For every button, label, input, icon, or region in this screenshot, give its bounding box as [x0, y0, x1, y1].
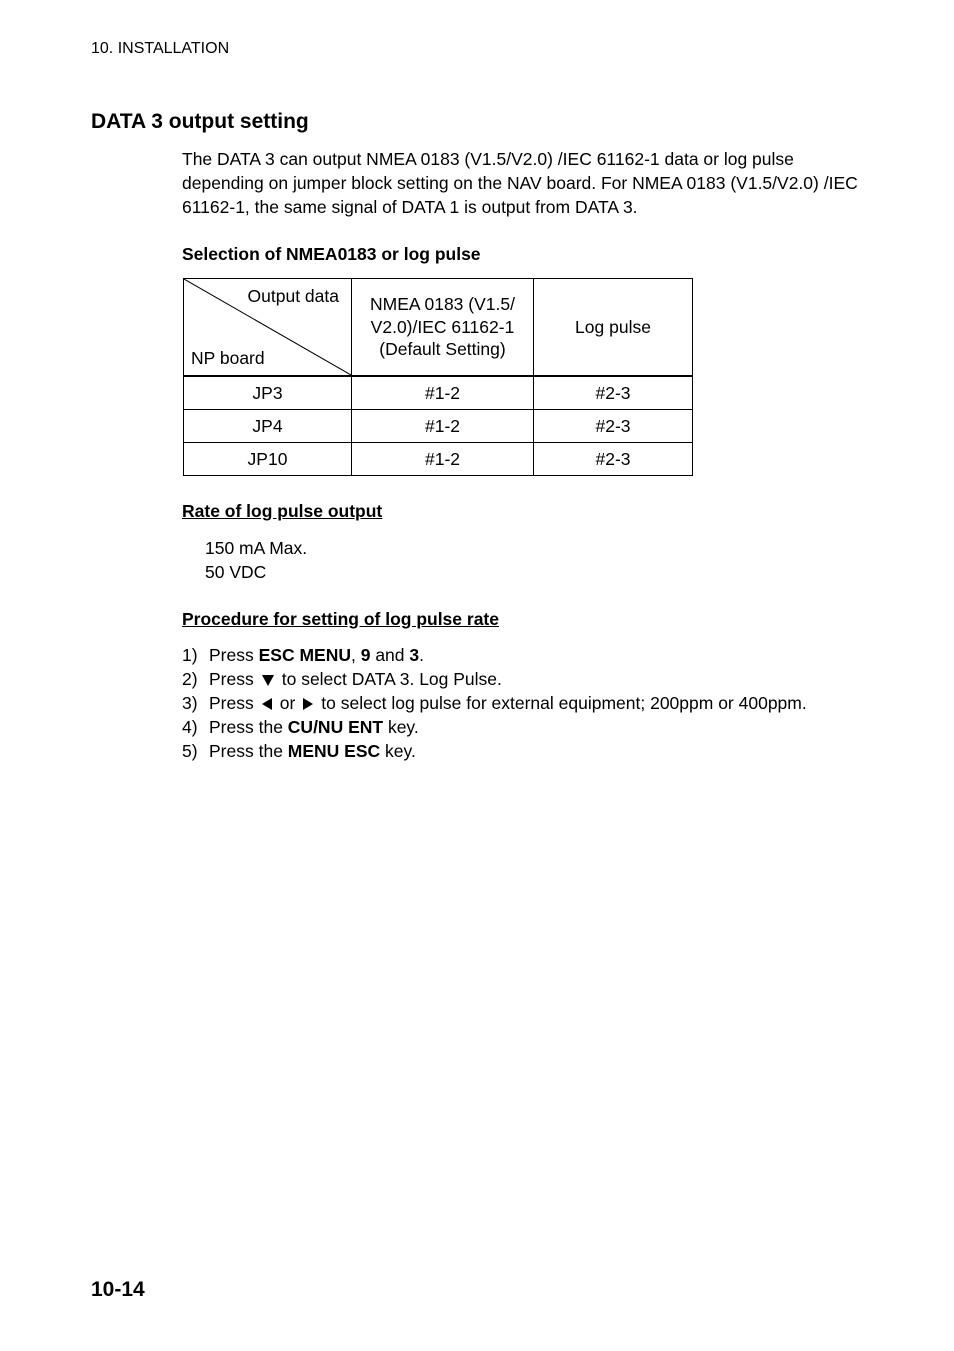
step-5: 5) Press the MENU ESC key.: [182, 741, 416, 761]
nmea-cell: #1-2: [352, 443, 534, 476]
key-menu-esc: MENU ESC: [287, 741, 381, 761]
running-header: 10. INSTALLATION: [91, 40, 230, 57]
nmea-cell: #1-2: [352, 410, 534, 443]
table-row: [184, 376, 693, 410]
key-esc-menu: ESC MENU: [258, 645, 351, 665]
step-4: 4) Press the CU/NU ENT key.: [182, 717, 419, 737]
key-9: 9: [360, 645, 371, 665]
nmea-cell: #1-2: [352, 376, 534, 410]
log-cell: #2-3: [534, 376, 693, 410]
procedure-steps: [182, 643, 822, 763]
board-cell: JP4: [184, 410, 352, 443]
section-title: DATA 3 output setting: [91, 110, 309, 133]
jumper-table: [183, 278, 693, 476]
page-number: 10-14: [91, 1278, 145, 1301]
step-2: 2) Press to select DATA 3. Log Pulse.: [182, 669, 502, 689]
key-cu-nu-ent: CU/NU ENT: [287, 717, 384, 737]
right-triangle-icon: [303, 698, 313, 710]
key-3: 3: [409, 645, 420, 665]
nmea-column-header: NMEA 0183 (V1.5/ V2.0)/IEC 61162-1 (Default Setting): [352, 279, 534, 377]
procedure-title: Procedure for setting of log pulse rate: [182, 609, 499, 629]
output-data-label: Output data: [247, 286, 339, 306]
left-triangle-icon: [262, 698, 272, 710]
rate-values: [205, 536, 307, 584]
log-pulse-column-header: Log pulse: [534, 279, 693, 377]
board-cell: JP10: [184, 443, 352, 476]
rate-current: 150 mA Max.: [205, 538, 308, 558]
np-board-label: NP board: [191, 348, 265, 368]
intro-paragraph: The DATA 3 can output NMEA 0183 (V1.5/V2.0) /IEC 61162-1 data or log pulse depending on jumper block setting on the NAV board. For NMEA 0183 (V1.5/V2.0) /IEC 61162-1, the same signal of DATA 1 is output from DATA 3.: [182, 149, 858, 217]
step-3: 3) Press or to select log pulse for external equipment; 200ppm or 400ppm.: [182, 693, 807, 713]
table-header-row: [184, 279, 693, 377]
step-1: 1) Press ESC MENU, 9 and 3.: [182, 645, 424, 665]
down-triangle-icon: [262, 675, 274, 686]
table-row: [184, 410, 693, 443]
rate-voltage: 50 VDC: [205, 562, 267, 582]
table-row: [184, 443, 693, 476]
selection-title: Selection of NMEA0183 or log pulse: [182, 244, 481, 264]
log-cell: #2-3: [534, 410, 693, 443]
rate-title: Rate of log pulse output: [182, 501, 383, 521]
diagonal-header-cell: [184, 279, 352, 377]
log-cell: #2-3: [534, 443, 693, 476]
board-cell: JP3: [184, 376, 352, 410]
